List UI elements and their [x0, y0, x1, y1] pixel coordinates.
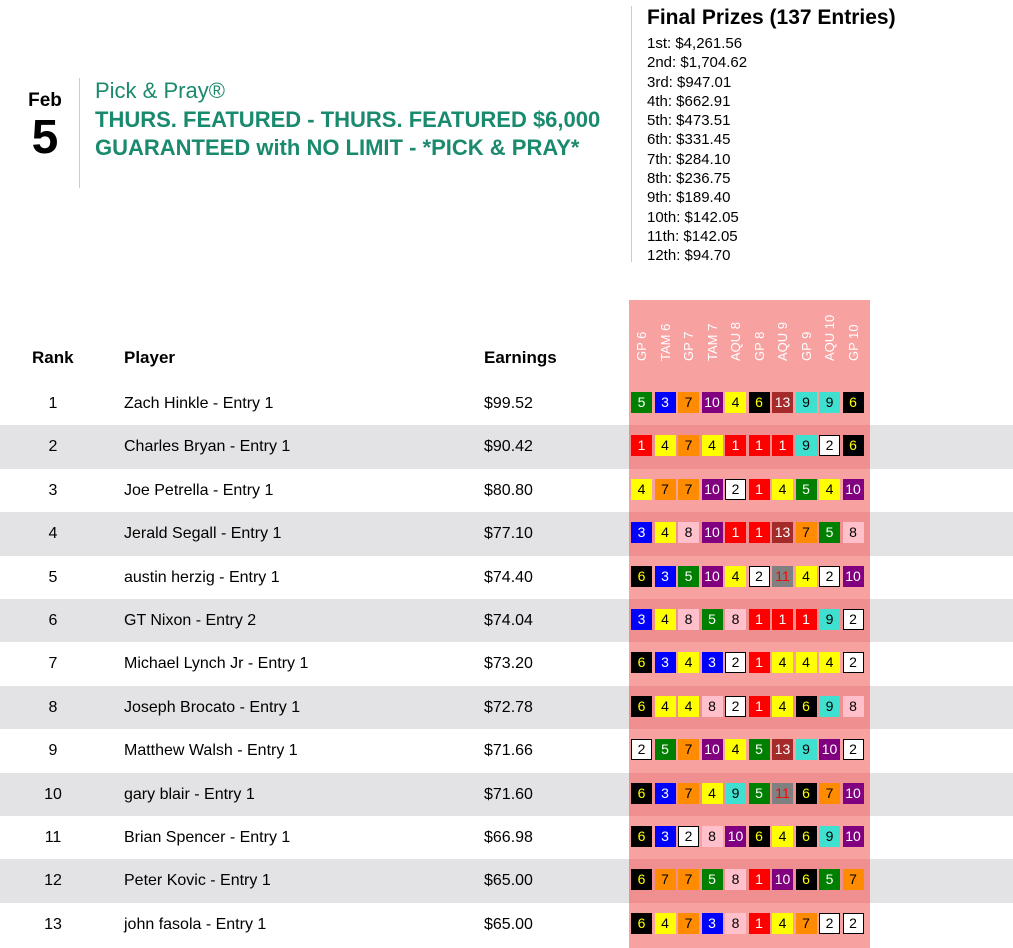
- pick-badge: 5: [749, 739, 770, 760]
- race-header: [772, 296, 796, 376]
- player-cell[interactable]: Brian Spencer - Entry 1: [124, 828, 291, 846]
- pick-badge: 6: [796, 869, 817, 890]
- pick-badge: 1: [749, 869, 770, 890]
- rank-header[interactable]: Rank: [32, 348, 74, 367]
- prize-item: 12th: $94.70: [647, 247, 731, 265]
- pick-badge: 4: [796, 566, 817, 587]
- pick-badge: 1: [749, 479, 770, 500]
- pick-badge: 8: [702, 696, 723, 717]
- pick-badge: 8: [725, 869, 746, 890]
- picks: [631, 392, 866, 413]
- pick-badge: 7: [796, 522, 817, 543]
- pick-badge: 1: [725, 522, 746, 543]
- table-row[interactable]: [0, 903, 1013, 946]
- table-row[interactable]: [0, 816, 1013, 859]
- pick-badge: 6: [631, 566, 652, 587]
- pick-badge: 6: [631, 869, 652, 890]
- pick-badge: 1: [749, 696, 770, 717]
- player-cell[interactable]: GT Nixon - Entry 2: [124, 611, 257, 629]
- pick-badge: 5: [819, 869, 840, 890]
- pick-badge: 1: [772, 609, 793, 630]
- pick-badge: 10: [843, 783, 864, 804]
- pick-badge: 4: [772, 479, 793, 500]
- pick-badge: 4: [631, 479, 652, 500]
- picks: [631, 913, 866, 934]
- prize-item: 10th: $142.05: [647, 208, 739, 226]
- pick-badge: 5: [631, 392, 652, 413]
- picks: [631, 652, 866, 673]
- pick-badge: 3: [655, 826, 676, 847]
- race-header: [796, 296, 820, 376]
- pick-badge: 3: [702, 913, 723, 934]
- player-cell[interactable]: Joe Petrella - Entry 1: [124, 481, 274, 499]
- table-row[interactable]: [0, 469, 1013, 512]
- picks: [631, 479, 866, 500]
- prize-item: 3rd: $947.01: [647, 73, 732, 91]
- race-headers: [631, 300, 871, 380]
- picks: [631, 869, 866, 890]
- rank-cell: 4: [48, 525, 58, 543]
- pick-badge: 5: [819, 522, 840, 543]
- rank-cell: 12: [44, 872, 62, 890]
- prize-item: 9th: $189.40: [647, 189, 731, 207]
- pick-badge: 2: [843, 652, 864, 673]
- pick-badge: 8: [725, 609, 746, 630]
- picks: [631, 696, 866, 717]
- pick-badge: 3: [655, 566, 676, 587]
- pick-badge: 2: [843, 739, 864, 760]
- pick-badge: 4: [702, 783, 723, 804]
- picks: [631, 826, 866, 847]
- pick-badge: 4: [702, 435, 723, 456]
- player-cell[interactable]: Peter Kovic - Entry 1: [124, 872, 271, 890]
- picks: [631, 566, 866, 587]
- player-cell[interactable]: gary blair - Entry 1: [124, 785, 255, 803]
- rank-cell: 8: [48, 698, 58, 716]
- pick-badge: 4: [655, 609, 676, 630]
- pick-badge: 9: [796, 392, 817, 413]
- picks: [631, 609, 866, 630]
- earnings-cell: $65.00: [484, 872, 533, 890]
- pick-badge: 5: [655, 739, 676, 760]
- race-header: [655, 296, 679, 376]
- pick-badge: 8: [843, 522, 864, 543]
- pick-badge: 1: [749, 435, 770, 456]
- pick-badge: 6: [843, 435, 864, 456]
- rank-cell: 9: [48, 742, 58, 760]
- pick-badge: 1: [749, 609, 770, 630]
- pick-badge: 2: [725, 479, 746, 500]
- pick-badge: 4: [772, 652, 793, 673]
- race-header-label: TAM 6: [657, 323, 673, 361]
- race-header: [843, 296, 867, 376]
- rank-cell: 6: [48, 611, 58, 629]
- player-cell[interactable]: Jerald Segall - Entry 1: [124, 525, 282, 543]
- prize-item: 5th: $473.51: [647, 112, 731, 130]
- pick-badge: 9: [819, 392, 840, 413]
- pick-badge: 6: [631, 696, 652, 717]
- pick-badge: 4: [725, 392, 746, 413]
- pick-badge: 7: [796, 913, 817, 934]
- pick-badge: 1: [725, 435, 746, 456]
- prize-item: 1st: $4,261.56: [647, 35, 743, 52]
- pick-badge: 3: [655, 652, 676, 673]
- pick-badge: 3: [655, 783, 676, 804]
- pick-badge: 2: [725, 696, 746, 717]
- contest-month: Feb: [28, 90, 62, 111]
- pick-badge: 6: [749, 826, 770, 847]
- pick-badge: 6: [749, 392, 770, 413]
- contest-header: [0, 0, 1013, 270]
- pick-badge: 4: [725, 739, 746, 760]
- race-header-label: AQU 10: [822, 314, 837, 361]
- table-row[interactable]: [0, 425, 1013, 468]
- pick-badge: 8: [725, 913, 746, 934]
- contest-title-block: [95, 78, 615, 162]
- player-cell[interactable]: Michael Lynch Jr - Entry 1: [124, 655, 309, 673]
- pick-badge: 7: [655, 479, 676, 500]
- pick-badge: 6: [796, 696, 817, 717]
- pick-badge: 5: [702, 609, 723, 630]
- pick-badge: 4: [772, 913, 793, 934]
- race-header-label: GP 9: [798, 331, 814, 361]
- race-header: [702, 296, 726, 376]
- pick-badge: 4: [655, 435, 676, 456]
- picks: [631, 522, 866, 543]
- pick-badge: 6: [631, 783, 652, 804]
- player-cell[interactable]: Zach Hinkle - Entry 1: [124, 395, 274, 412]
- earnings-cell: $72.78: [484, 698, 533, 716]
- player-cell[interactable]: Charles Bryan - Entry 1: [124, 438, 291, 456]
- race-header-label: GP 7: [681, 331, 696, 361]
- pick-badge: 4: [819, 652, 840, 673]
- pick-badge: 1: [772, 435, 793, 456]
- pick-badge: 1: [631, 435, 652, 456]
- pick-badge: 10: [702, 522, 723, 543]
- table-row[interactable]: [0, 556, 1013, 599]
- race-header-label: GP 6: [634, 331, 649, 361]
- pick-badge: 4: [796, 652, 817, 673]
- pick-badge: 4: [819, 479, 840, 500]
- pick-badge: 10: [843, 479, 864, 500]
- race-header-label: AQU 9: [775, 321, 790, 361]
- pick-badge: 1: [749, 913, 770, 934]
- prize-item: 8th: $236.75: [647, 170, 731, 188]
- earnings-cell: $71.60: [484, 785, 533, 803]
- race-header-label: AQU 8: [728, 321, 743, 361]
- final-prizes-title: Final Prizes (137 Entries): [647, 6, 896, 29]
- pick-badge: 10: [702, 566, 723, 587]
- player-cell[interactable]: Joseph Brocato - Entry 1: [124, 698, 301, 716]
- race-header-label: GP 8: [751, 331, 767, 361]
- pick-badge: 4: [678, 652, 699, 673]
- pick-badge: 9: [819, 609, 840, 630]
- pick-badge: 6: [843, 392, 864, 413]
- table-row[interactable]: [0, 773, 1013, 816]
- pick-badge: 4: [772, 696, 793, 717]
- final-prizes: [647, 6, 896, 266]
- pick-badge: 3: [631, 522, 652, 543]
- earnings-cell: $77.10: [484, 525, 533, 543]
- prize-item: 7th: $284.10: [647, 150, 731, 168]
- race-header: [819, 296, 843, 376]
- contest-day: 5: [31, 111, 59, 164]
- earnings-cell: $80.80: [484, 481, 533, 499]
- earnings-cell: $99.52: [484, 395, 533, 412]
- pick-badge: 7: [678, 392, 699, 413]
- earnings-cell: $90.42: [484, 438, 533, 456]
- earnings-cell: $73.20: [484, 655, 533, 673]
- player-cell[interactable]: Matthew Walsh - Entry 1: [124, 742, 298, 760]
- pick-badge: 2: [749, 566, 770, 587]
- table-body: [0, 382, 1013, 946]
- contest-title: THURS. FEATURED - THURS. FEATURED $6,000 GUARANTEED with NO LIMIT - *PICK & PRAY*: [95, 107, 601, 160]
- pick-badge: 2: [631, 739, 652, 760]
- pick-badge: 4: [678, 696, 699, 717]
- pick-badge: 13: [772, 522, 793, 543]
- pick-badge: 5: [796, 479, 817, 500]
- pick-badge: 9: [796, 739, 817, 760]
- pick-badge: 6: [631, 652, 652, 673]
- earnings-cell: $71.66: [484, 742, 533, 760]
- pick-badge: 2: [819, 435, 840, 456]
- table-row[interactable]: [0, 382, 1013, 425]
- divider: [631, 6, 632, 262]
- prize-item: 11th: $142.05: [647, 227, 738, 245]
- player-cell[interactable]: john fasola - Entry 1: [124, 915, 267, 933]
- pick-badge: 10: [702, 739, 723, 760]
- rank-cell: 3: [48, 481, 58, 499]
- table-row[interactable]: [0, 686, 1013, 729]
- pick-badge: 7: [819, 783, 840, 804]
- pick-badge: 9: [796, 435, 817, 456]
- pick-badge: 9: [819, 826, 840, 847]
- earnings-cell: $74.40: [484, 568, 533, 586]
- table-header: [0, 300, 1013, 382]
- prize-item: 4th: $662.91: [647, 92, 731, 110]
- pick-badge: 1: [749, 522, 770, 543]
- pick-badge: 4: [655, 696, 676, 717]
- pick-badge: 9: [819, 696, 840, 717]
- pick-badge: 4: [725, 566, 746, 587]
- race-header: [631, 296, 655, 376]
- rank-cell: 13: [44, 915, 62, 933]
- contest-brand: Pick & Pray®: [95, 78, 225, 103]
- pick-badge: 2: [725, 652, 746, 673]
- pick-badge: 10: [702, 392, 723, 413]
- pick-badge: 3: [702, 652, 723, 673]
- prize-item: 2nd: $1,704.62: [647, 54, 748, 72]
- pick-badge: 4: [655, 522, 676, 543]
- rank-cell: 2: [48, 438, 58, 456]
- pick-badge: 2: [843, 913, 864, 934]
- pick-badge: 4: [772, 826, 793, 847]
- pick-badge: 5: [749, 783, 770, 804]
- pick-badge: 2: [843, 609, 864, 630]
- player-cell[interactable]: austin herzig - Entry 1: [124, 568, 280, 586]
- divider: [79, 78, 80, 188]
- contest-date: [22, 90, 68, 162]
- pick-badge: 4: [655, 913, 676, 934]
- earnings-cell: $66.98: [484, 828, 533, 846]
- pick-badge: 13: [772, 392, 793, 413]
- picks: [631, 435, 866, 456]
- race-header-label: TAM 7: [704, 323, 720, 361]
- pick-badge: 13: [772, 739, 793, 760]
- table-row[interactable]: [0, 859, 1013, 902]
- pick-badge: 10: [702, 479, 723, 500]
- pick-badge: 10: [819, 739, 840, 760]
- pick-badge: 10: [772, 869, 793, 890]
- pick-badge: 3: [655, 392, 676, 413]
- pick-badge: 8: [678, 609, 699, 630]
- race-header-label: GP 10: [845, 324, 861, 361]
- rank-cell: 7: [48, 655, 58, 673]
- rank-cell: 5: [48, 568, 58, 586]
- pick-badge: 3: [631, 609, 652, 630]
- pick-badge: 11: [772, 783, 793, 804]
- pick-badge: 7: [678, 739, 699, 760]
- table-row[interactable]: [0, 599, 1013, 642]
- pick-badge: 11: [772, 566, 793, 587]
- pick-badge: 2: [819, 566, 840, 587]
- table-row[interactable]: [0, 642, 1013, 685]
- player-header[interactable]: Player: [124, 348, 176, 367]
- pick-badge: 2: [819, 913, 840, 934]
- pick-badge: 10: [843, 826, 864, 847]
- pick-badge: 2: [678, 826, 699, 847]
- earnings-header[interactable]: Earnings: [484, 348, 557, 367]
- pick-badge: 8: [702, 826, 723, 847]
- pick-badge: 10: [843, 566, 864, 587]
- race-header: [749, 296, 773, 376]
- table-row[interactable]: [0, 512, 1013, 555]
- prize-list: [647, 34, 896, 266]
- pick-badge: 5: [702, 869, 723, 890]
- race-header: [678, 296, 702, 376]
- pick-badge: 6: [631, 913, 652, 934]
- rank-cell: 1: [48, 395, 58, 412]
- pick-badge: 1: [796, 609, 817, 630]
- pick-badge: 7: [678, 783, 699, 804]
- table-row[interactable]: [0, 729, 1013, 772]
- pick-badge: 6: [796, 783, 817, 804]
- pick-badge: 10: [725, 826, 746, 847]
- picks: [631, 783, 866, 804]
- pick-badge: 7: [678, 435, 699, 456]
- pick-badge: 7: [843, 869, 864, 890]
- rank-cell: 10: [44, 785, 62, 803]
- pick-badge: 5: [678, 566, 699, 587]
- pick-badge: 1: [749, 652, 770, 673]
- rank-cell: 11: [44, 828, 62, 846]
- earnings-cell: $74.04: [484, 611, 533, 629]
- pick-badge: 8: [678, 522, 699, 543]
- pick-badge: 8: [843, 696, 864, 717]
- earnings-cell: $65.00: [484, 915, 533, 933]
- race-header: [725, 296, 749, 376]
- pick-badge: 7: [678, 869, 699, 890]
- pick-badge: 7: [655, 869, 676, 890]
- prize-item: 6th: $331.45: [647, 131, 731, 149]
- pick-badge: 7: [678, 913, 699, 934]
- pick-badge: 9: [725, 783, 746, 804]
- pick-badge: 6: [796, 826, 817, 847]
- pick-badge: 6: [631, 826, 652, 847]
- pick-badge: 7: [678, 479, 699, 500]
- picks: [631, 739, 866, 760]
